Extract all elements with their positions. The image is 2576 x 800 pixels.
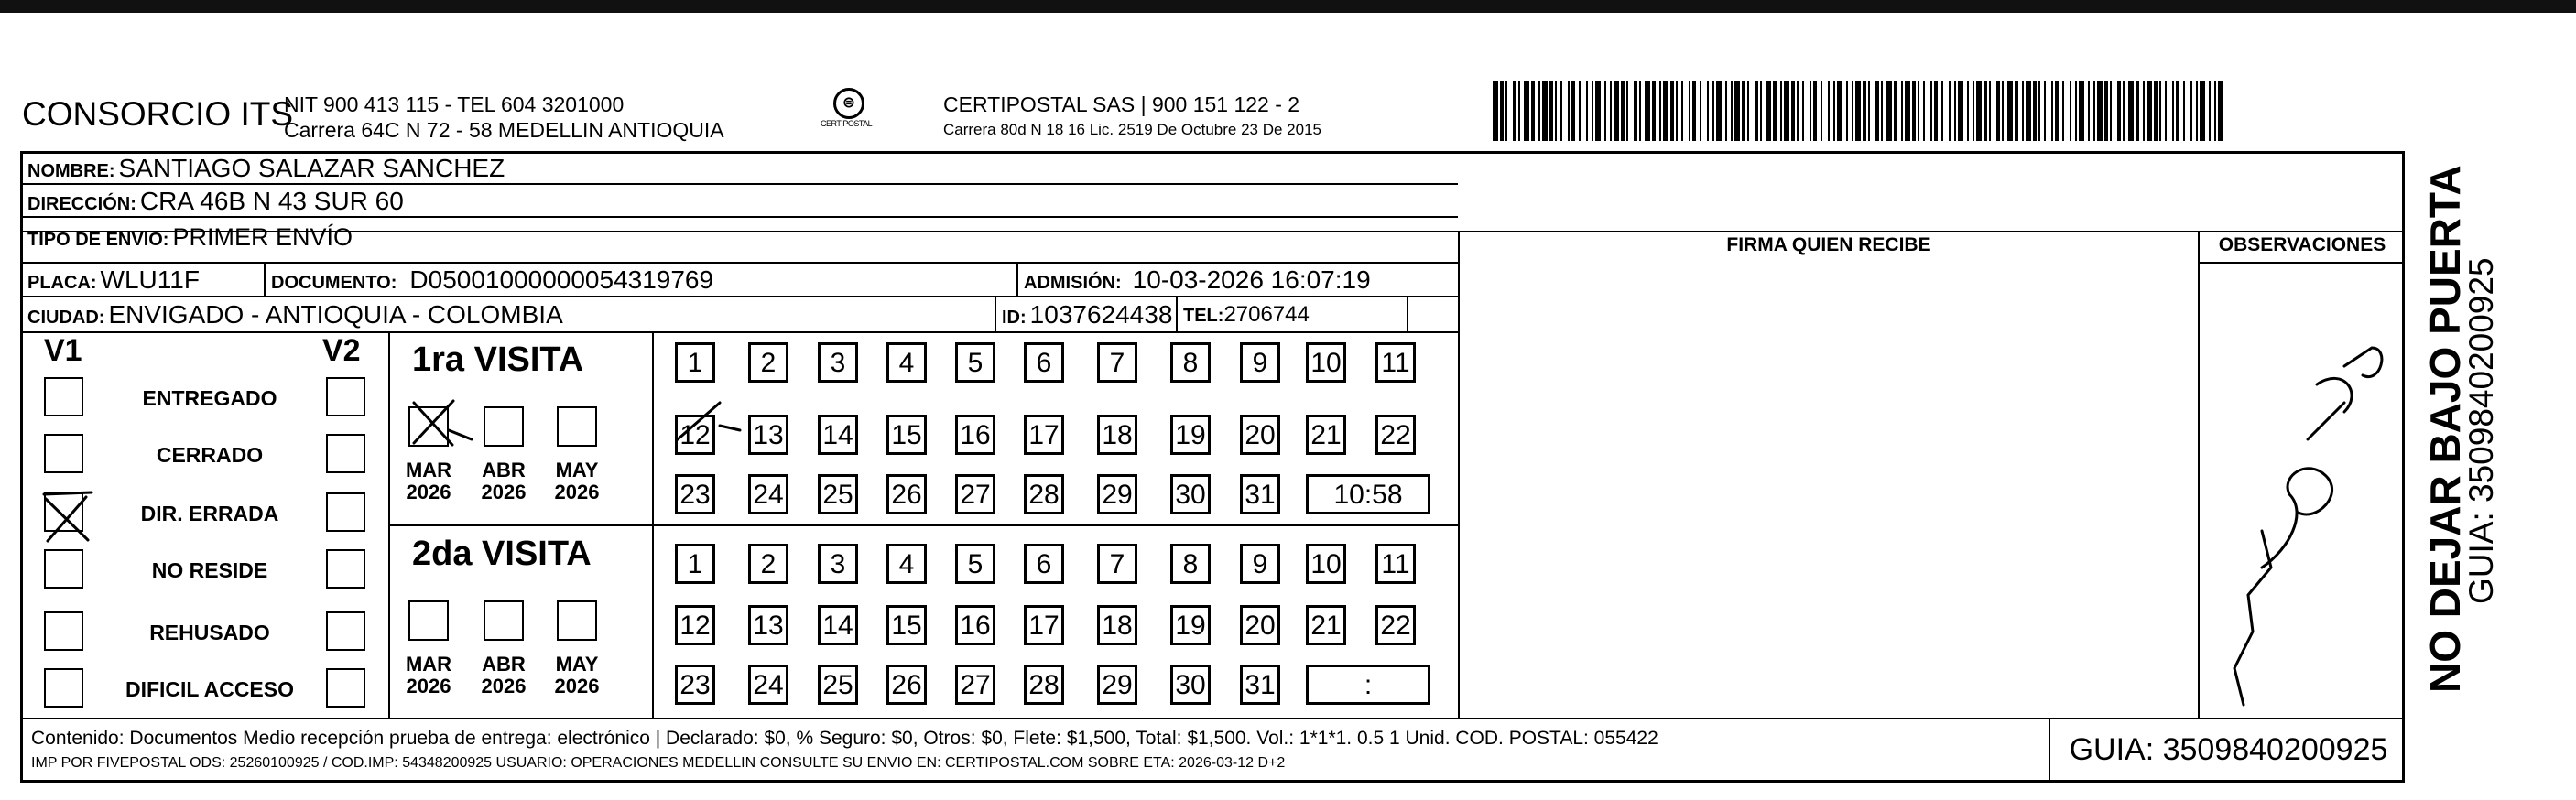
v1-header: V1 bbox=[44, 333, 82, 368]
month-name: MAY bbox=[555, 653, 599, 676]
first-visit-day-box[interactable]: 16 bbox=[955, 415, 995, 455]
first-visit-day-box[interactable]: 23 bbox=[675, 474, 715, 514]
first-visit-day-box[interactable]: 15 bbox=[886, 415, 927, 455]
do-not-leave-notice: NO DEJAR BAJO PUERTA bbox=[2421, 165, 2469, 693]
first-visit-day-box[interactable]: 26 bbox=[886, 474, 927, 514]
first-visit-day-box[interactable]: 29 bbox=[1097, 474, 1137, 514]
field-label: TIPO DE ENVIO: bbox=[27, 230, 169, 250]
second-visit-day-box[interactable]: 31 bbox=[1240, 665, 1280, 705]
first-visit-day-box[interactable]: 1 bbox=[675, 342, 715, 383]
signature-header: FIRMA QUIEN RECIBE bbox=[1726, 234, 1931, 255]
second-visit-day-box[interactable]: 25 bbox=[818, 665, 858, 705]
logo-icon: ⊜ bbox=[833, 88, 864, 119]
day-12-strike bbox=[678, 403, 740, 439]
shipment-type: PRIMER ENVÍO bbox=[172, 223, 353, 251]
field-label: TEL: bbox=[1183, 306, 1224, 326]
status-label: DIR. ERRADA bbox=[140, 502, 279, 525]
first-visit-day-box[interactable]: 24 bbox=[748, 474, 788, 514]
company-address-line: Carrera 64C N 72 - 58 MEDELLIN ANTIOQUIA bbox=[284, 118, 724, 142]
admission-datetime: 10-03-2026 16:07:19 bbox=[1132, 265, 1371, 294]
month-name: MAR bbox=[405, 459, 452, 481]
logo-text: CERTIPOSTAL bbox=[821, 119, 873, 128]
second-visit-day-box[interactable]: 15 bbox=[886, 605, 927, 645]
first-visit-day-box[interactable]: 22 bbox=[1375, 415, 1416, 455]
id-value: 1037624438 bbox=[1029, 300, 1173, 329]
second-visit-day-box[interactable]: 6 bbox=[1024, 544, 1064, 584]
first-visit-day-box[interactable]: 6 bbox=[1024, 342, 1064, 383]
company-name: CONSORCIO ITS bbox=[22, 95, 294, 133]
certipostal-nit-line: CERTIPOSTAL SAS | 900 151 122 - 2 bbox=[943, 92, 1300, 116]
first-visit-day-box[interactable]: 14 bbox=[818, 415, 858, 455]
field-label: ID: bbox=[1002, 308, 1027, 328]
second-visit-day-box[interactable]: 10 bbox=[1306, 544, 1346, 584]
second-visit-day-box[interactable]: 5 bbox=[955, 544, 995, 584]
tracking-number: GUIA: 3509840200925 bbox=[2049, 718, 2407, 783]
month-year: 2026 bbox=[481, 481, 527, 503]
month-name: MAY bbox=[555, 459, 599, 481]
city-value: ENVIGADO - ANTIOQUIA - COLOMBIA bbox=[108, 300, 563, 329]
first-visit-day-box[interactable]: 9 bbox=[1240, 342, 1280, 383]
first-visit-day-box[interactable]: 31 bbox=[1240, 474, 1280, 514]
second-visit-day-box[interactable]: 1 bbox=[675, 544, 715, 584]
second-visit-time-box[interactable]: : bbox=[1306, 665, 1430, 705]
observations-header: OBSERVACIONES bbox=[2218, 234, 2386, 255]
first-visit-time-box[interactable]: 10:58 bbox=[1306, 474, 1430, 514]
company-nit-line: NIT 900 413 115 - TEL 604 3201000 bbox=[284, 92, 625, 116]
second-visit-day-box[interactable]: 3 bbox=[818, 544, 858, 584]
side-tracking-number: GUIA: 3509840200925 bbox=[2462, 257, 2500, 604]
field-label: ADMISIÓN: bbox=[1024, 273, 1122, 293]
field-label: CIUDAD: bbox=[27, 308, 105, 328]
month-year: 2026 bbox=[554, 481, 600, 503]
status-label: NO RESIDE bbox=[151, 558, 268, 582]
recipient-address: CRA 46B N 43 SUR 60 bbox=[139, 187, 404, 215]
first-visit-day-box[interactable]: 2 bbox=[748, 342, 788, 383]
first-visit-day-box[interactable]: 4 bbox=[886, 342, 927, 383]
first-visit-day-box[interactable]: 20 bbox=[1240, 415, 1280, 455]
certipostal-license-line: Carrera 80d N 18 16 Lic. 2519 De Octubre 23 De 2015 bbox=[943, 121, 1321, 138]
month-year: 2026 bbox=[481, 675, 527, 697]
document-number: D05001000000054319769 bbox=[409, 265, 714, 294]
field-label: DOCUMENTO: bbox=[271, 273, 397, 293]
second-visit-day-box[interactable]: 17 bbox=[1024, 605, 1064, 645]
second-visit-day-box[interactable]: 16 bbox=[955, 605, 995, 645]
v2-header: V2 bbox=[322, 333, 361, 368]
plate-value: WLU11F bbox=[100, 265, 200, 294]
first-visit-day-box[interactable]: 19 bbox=[1170, 415, 1211, 455]
second-visit-day-box[interactable]: 2 bbox=[748, 544, 788, 584]
second-visit-day-box[interactable]: 13 bbox=[748, 605, 788, 645]
field-label: DIRECCIÓN: bbox=[27, 194, 136, 214]
second-visit-day-box[interactable]: 22 bbox=[1375, 605, 1416, 645]
second-visit-day-box[interactable]: 7 bbox=[1097, 544, 1137, 584]
second-visit-day-box[interactable]: 23 bbox=[675, 665, 715, 705]
status-label: REHUSADO bbox=[149, 621, 270, 644]
second-visit-day-box[interactable]: 30 bbox=[1170, 665, 1211, 705]
field-label: NOMBRE: bbox=[27, 161, 115, 181]
second-visit-day-box[interactable]: 11 bbox=[1375, 544, 1416, 584]
month-year: 2026 bbox=[406, 675, 451, 697]
dir-errada-v1-check bbox=[44, 492, 92, 541]
second-visit-title: 2da VISITA bbox=[412, 535, 592, 573]
first-visit-day-box[interactable]: 11 bbox=[1375, 342, 1416, 383]
second-visit-day-box[interactable]: 27 bbox=[955, 665, 995, 705]
first-visit-day-box[interactable]: 8 bbox=[1170, 342, 1211, 383]
second-visit-day-box[interactable]: 24 bbox=[748, 665, 788, 705]
first-visit-day-box[interactable]: 27 bbox=[955, 474, 995, 514]
second-visit-day-box[interactable]: 26 bbox=[886, 665, 927, 705]
first-visit-day-box[interactable]: 17 bbox=[1024, 415, 1064, 455]
second-visit-day-box[interactable]: 9 bbox=[1240, 544, 1280, 584]
first-visit-day-box[interactable]: 13 bbox=[748, 415, 788, 455]
march-check bbox=[414, 401, 472, 445]
status-label: CERRADO bbox=[156, 443, 264, 467]
shipment-contents: Contenido: Documentos Medio recepción prueba de entrega: electrónico | Declarado: $0, % Seguro: $0, Otros: $0, Flete: $1,500, Total: $1,500. Vol.: 1*1*1. 0.5 1 Unid. COD. POSTAL: 055422 bbox=[31, 728, 1658, 749]
second-visit-day-box[interactable]: 21 bbox=[1306, 605, 1346, 645]
second-visit-day-box[interactable]: 20 bbox=[1240, 605, 1280, 645]
first-visit-day-box[interactable]: 30 bbox=[1170, 474, 1211, 514]
second-visit-day-box[interactable]: 4 bbox=[886, 544, 927, 584]
first-visit-day-box[interactable]: 12 bbox=[675, 415, 715, 455]
recipient-name: SANTIAGO SALAZAR SANCHEZ bbox=[118, 154, 505, 182]
tel-value: 2706744 bbox=[1223, 302, 1310, 327]
second-visit-day-box[interactable]: 19 bbox=[1170, 605, 1211, 645]
second-visit-day-box[interactable]: 28 bbox=[1024, 665, 1064, 705]
month-name: ABR bbox=[482, 653, 526, 676]
first-visit-day-box[interactable]: 3 bbox=[818, 342, 858, 383]
signature-scribble bbox=[2234, 348, 2382, 705]
first-visit-day-box[interactable]: 25 bbox=[818, 474, 858, 514]
first-visit-day-box[interactable]: 18 bbox=[1097, 415, 1137, 455]
first-visit-day-box[interactable]: 5 bbox=[955, 342, 995, 383]
month-name: ABR bbox=[482, 459, 526, 481]
first-visit-day-box[interactable]: 10 bbox=[1306, 342, 1346, 383]
month-year: 2026 bbox=[554, 675, 600, 697]
second-visit-day-box[interactable]: 12 bbox=[675, 605, 715, 645]
first-visit-day-box[interactable]: 7 bbox=[1097, 342, 1137, 383]
status-label: ENTREGADO bbox=[142, 386, 277, 410]
field-label: PLACA: bbox=[27, 273, 97, 293]
second-visit-day-box[interactable]: 29 bbox=[1097, 665, 1137, 705]
second-visit-day-box[interactable]: 8 bbox=[1170, 544, 1211, 584]
first-visit-title: 1ra VISITA bbox=[412, 341, 584, 379]
print-info: IMP POR FIVEPOSTAL ODS: 25260100925 / COD.IMP: 54348200925 USUARIO: OPERACIONES MEDELLIN CONSULTE SU ENVIO EN: CERTIPOSTAL.COM SOBRE ETA: 2026-03-12 D+2 bbox=[31, 755, 1286, 771]
second-visit-day-box[interactable]: 14 bbox=[818, 605, 858, 645]
status-label: DIFICIL ACCESO bbox=[125, 677, 294, 701]
month-year: 2026 bbox=[406, 481, 451, 503]
second-visit-day-box[interactable]: 18 bbox=[1097, 605, 1137, 645]
month-name: MAR bbox=[405, 653, 452, 676]
first-visit-day-box[interactable]: 28 bbox=[1024, 474, 1064, 514]
first-visit-day-box[interactable]: 21 bbox=[1306, 415, 1346, 455]
